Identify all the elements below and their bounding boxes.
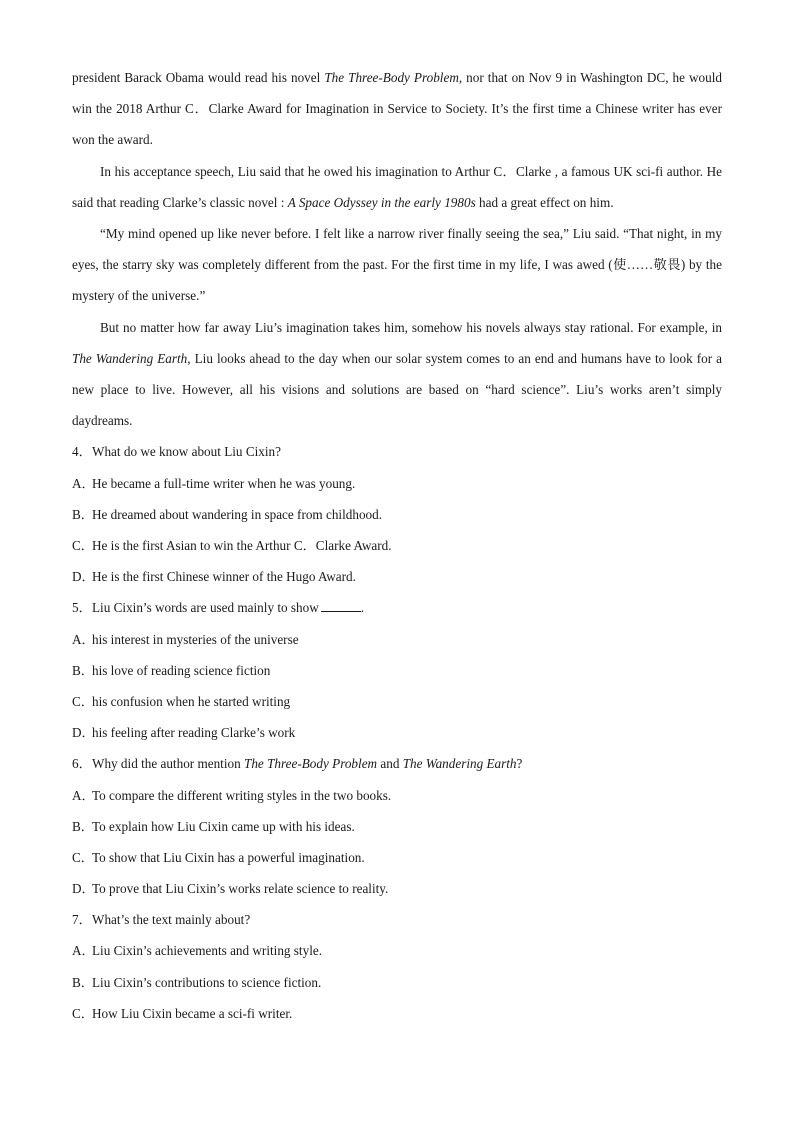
option-letter: A． bbox=[72, 787, 95, 803]
option-c[interactable] bbox=[72, 842, 722, 873]
book-title: The Three-Body Problem bbox=[244, 756, 378, 772]
option-text: Liu Cixin’s contributions to science fiction. bbox=[92, 974, 322, 990]
option-letter: C． bbox=[72, 849, 94, 865]
question-4 bbox=[72, 436, 722, 592]
question-6 bbox=[72, 748, 722, 904]
option-text: He became a full-time writer when he was young. bbox=[92, 475, 356, 491]
book-title: The Wandering Earth bbox=[402, 756, 517, 772]
document-page bbox=[72, 62, 722, 1029]
option-a[interactable] bbox=[72, 624, 722, 655]
text-run: president Barack Obama would read his novel bbox=[72, 70, 325, 85]
question-7 bbox=[72, 904, 722, 1029]
option-d[interactable] bbox=[72, 561, 722, 592]
book-title: The Three-Body Problem bbox=[324, 70, 459, 85]
book-title: A Space Odyssey in the early 1980s bbox=[287, 194, 476, 210]
option-text: his love of reading science fiction bbox=[92, 662, 271, 678]
question-text: What’s the text mainly about? bbox=[92, 912, 251, 928]
question-5 bbox=[72, 592, 722, 748]
option-letter: A． bbox=[72, 943, 95, 959]
option-letter: C． bbox=[72, 693, 94, 709]
option-text: He is the first Asian to win the Arthur C．Clarke Award. bbox=[92, 538, 392, 553]
option-c[interactable] bbox=[72, 998, 722, 1029]
option-text: To show that Liu Cixin has a powerful imagination. bbox=[92, 849, 365, 865]
text-run: , Liu looks ahead to the day when our solar system comes to an end and humans have to look for a new place to live. However, all his visions and solutions are based on “hard science”. Liu’s works aren’t simply daydreams. bbox=[72, 350, 722, 429]
option-letter: C． bbox=[72, 1005, 94, 1021]
question-number: 4． bbox=[72, 444, 92, 460]
question-text: Why did the author mention bbox=[92, 756, 244, 772]
answer-blank bbox=[321, 599, 361, 612]
text-run: In his acceptance speech, Liu said that he owed his imagination to Arthur C．Clarke , a famous UK sci-fi author. He said that reading Clarke’s classic novel : bbox=[72, 163, 722, 210]
option-letter: C． bbox=[72, 538, 94, 553]
option-letter: B． bbox=[72, 974, 94, 990]
question-number: 7． bbox=[72, 912, 92, 928]
option-a[interactable] bbox=[72, 780, 722, 811]
question-text: and bbox=[377, 756, 403, 772]
option-a[interactable] bbox=[72, 468, 722, 499]
option-letter: B． bbox=[72, 506, 94, 522]
option-b[interactable] bbox=[72, 655, 722, 686]
question-stem bbox=[72, 748, 722, 779]
option-text: his confusion when he started writing bbox=[92, 693, 291, 709]
option-text: How Liu Cixin became a sci-fi writer. bbox=[92, 1005, 293, 1021]
option-text: Liu Cixin’s achievements and writing style. bbox=[92, 943, 323, 959]
text-run: , nor that on Nov 9 in Washington DC, he would win the 2018 Arthur C．Clarke Award for Imagination in Service to Society. It’s the first time a Chinese writer has ever won the award. bbox=[72, 70, 722, 148]
option-letter: A． bbox=[72, 475, 95, 491]
question-text: Liu Cixin’s words are used mainly to show bbox=[92, 600, 319, 616]
question-text: What do we know about Liu Cixin? bbox=[92, 444, 281, 460]
book-title: The Wandering Earth bbox=[72, 350, 188, 366]
option-letter: D． bbox=[72, 881, 95, 897]
option-text: He is the first Chinese winner of the Hugo Award. bbox=[92, 569, 356, 585]
option-letter: D． bbox=[72, 569, 95, 585]
option-letter: A． bbox=[72, 631, 95, 647]
question-number: 5． bbox=[72, 600, 92, 616]
option-letter: B． bbox=[72, 662, 94, 678]
text-run: had a great effect on him. bbox=[475, 194, 614, 210]
option-text: To compare the different writing styles in the two books. bbox=[92, 787, 392, 803]
option-b[interactable] bbox=[72, 811, 722, 842]
passage-paragraph-1 bbox=[72, 62, 722, 156]
option-text: his interest in mysteries of the universe bbox=[92, 631, 299, 647]
option-text: To explain how Liu Cixin came up with his ideas. bbox=[92, 818, 355, 834]
text-run: But no matter how far away Liu’s imagination takes him, somehow his novels always stay rational. For example, in bbox=[100, 319, 722, 335]
option-b[interactable] bbox=[72, 967, 722, 998]
passage-paragraph-4 bbox=[72, 312, 722, 437]
question-number: 6． bbox=[72, 756, 92, 772]
option-c[interactable] bbox=[72, 686, 722, 717]
option-text: his feeling after reading Clarke’s work bbox=[92, 725, 296, 741]
option-letter: D． bbox=[72, 725, 95, 741]
option-b[interactable] bbox=[72, 499, 722, 530]
option-c[interactable] bbox=[72, 530, 722, 561]
option-d[interactable] bbox=[72, 873, 722, 904]
question-stem bbox=[72, 904, 722, 935]
question-stem bbox=[72, 436, 722, 467]
option-letter: B． bbox=[72, 818, 94, 834]
question-text-end: ? bbox=[516, 756, 523, 772]
option-d[interactable] bbox=[72, 717, 722, 748]
option-text: He dreamed about wandering in space from childhood. bbox=[92, 506, 383, 522]
passage-paragraph-2 bbox=[72, 156, 722, 218]
question-stem bbox=[72, 592, 722, 623]
option-text: To prove that Liu Cixin’s works relate science to reality. bbox=[92, 881, 389, 897]
question-text-end: . bbox=[360, 600, 365, 616]
option-a[interactable] bbox=[72, 935, 722, 966]
passage-paragraph-3: “My mind opened up like never before. I felt like a narrow river finally seeing the sea,” Liu said. “That night, in my eyes, the starry sky was completely different from the past. For the first time in my life, I was awed (使……敬畏) by the mystery of the universe.” bbox=[72, 226, 722, 304]
